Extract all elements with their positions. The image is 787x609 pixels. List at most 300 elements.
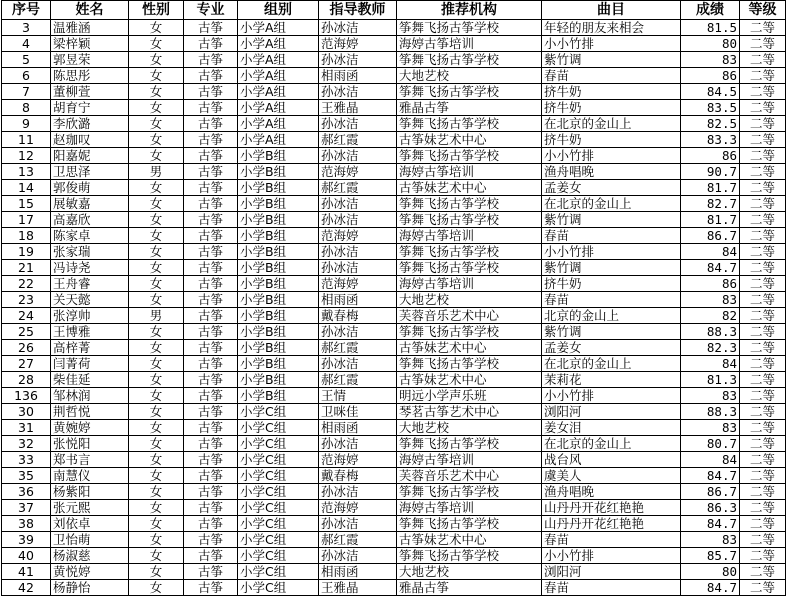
header-number: 序号 bbox=[2, 1, 51, 20]
cell-gender: 女 bbox=[129, 84, 184, 100]
cell-teacher: 孙冰洁 bbox=[319, 244, 397, 260]
cell-organization: 筝舞飞扬古筝学校 bbox=[397, 244, 542, 260]
table-row bbox=[2, 548, 786, 564]
cell-name: 张家瑞 bbox=[51, 244, 129, 260]
cell-song: 春苗 bbox=[542, 532, 681, 548]
cell-number: 15 bbox=[2, 196, 51, 212]
cell-teacher: 郝红霞 bbox=[319, 372, 397, 388]
cell-score: 80 bbox=[681, 36, 740, 52]
cell-number: 5 bbox=[2, 52, 51, 68]
cell-score: 84.7 bbox=[681, 516, 740, 532]
header-major: 专业 bbox=[184, 1, 238, 20]
cell-name: 董柳萱 bbox=[51, 84, 129, 100]
cell-group: 小学B组 bbox=[238, 164, 319, 180]
cell-group: 小学B组 bbox=[238, 228, 319, 244]
cell-name: 胡育宁 bbox=[51, 100, 129, 116]
cell-grade: 二等 bbox=[740, 532, 786, 548]
table-row bbox=[2, 20, 786, 36]
cell-organization: 筝舞飞扬古筝学校 bbox=[397, 148, 542, 164]
cell-organization: 古筝妹艺术中心 bbox=[397, 180, 542, 196]
cell-organization: 筝舞飞扬古筝学校 bbox=[397, 548, 542, 564]
cell-name: 南慧仪 bbox=[51, 468, 129, 484]
cell-major: 古筝 bbox=[184, 420, 238, 436]
cell-number: 3 bbox=[2, 20, 51, 36]
cell-song: 挤牛奶 bbox=[542, 100, 681, 116]
cell-teacher: 孙冰洁 bbox=[319, 260, 397, 276]
cell-song: 渔舟唱晚 bbox=[542, 484, 681, 500]
cell-score: 81.7 bbox=[681, 180, 740, 196]
cell-name: 李欣潞 bbox=[51, 116, 129, 132]
cell-organization: 古筝妹艺术中心 bbox=[397, 532, 542, 548]
cell-organization: 筝舞飞扬古筝学校 bbox=[397, 196, 542, 212]
cell-grade: 二等 bbox=[740, 308, 786, 324]
cell-teacher: 王雅晶 bbox=[319, 100, 397, 116]
cell-group: 小学C组 bbox=[238, 580, 319, 596]
table-row bbox=[2, 68, 786, 84]
header-gender: 性别 bbox=[129, 1, 184, 20]
cell-major: 古筝 bbox=[184, 84, 238, 100]
cell-major: 古筝 bbox=[184, 52, 238, 68]
cell-song: 在北京的金山上 bbox=[542, 436, 681, 452]
cell-organization: 筝舞飞扬古筝学校 bbox=[397, 436, 542, 452]
cell-number: 9 bbox=[2, 116, 51, 132]
cell-gender: 女 bbox=[129, 468, 184, 484]
cell-gender: 男 bbox=[129, 308, 184, 324]
cell-gender: 女 bbox=[129, 404, 184, 420]
cell-group: 小学B组 bbox=[238, 308, 319, 324]
cell-grade: 二等 bbox=[740, 388, 786, 404]
cell-gender: 女 bbox=[129, 212, 184, 228]
cell-name: 郭昱荣 bbox=[51, 52, 129, 68]
cell-group: 小学B组 bbox=[238, 340, 319, 356]
cell-grade: 二等 bbox=[740, 84, 786, 100]
cell-gender: 女 bbox=[129, 260, 184, 276]
cell-gender: 女 bbox=[129, 580, 184, 596]
cell-organization: 芙蓉音乐艺术中心 bbox=[397, 468, 542, 484]
table-row bbox=[2, 196, 786, 212]
cell-number: 31 bbox=[2, 420, 51, 436]
table-row bbox=[2, 116, 786, 132]
cell-name: 温雅涵 bbox=[51, 20, 129, 36]
cell-organization: 雅晶古筝 bbox=[397, 100, 542, 116]
cell-major: 古筝 bbox=[184, 564, 238, 580]
cell-name: 黄婉婷 bbox=[51, 420, 129, 436]
cell-gender: 女 bbox=[129, 516, 184, 532]
cell-organization: 筝舞飞扬古筝学校 bbox=[397, 212, 542, 228]
cell-name: 荆哲悦 bbox=[51, 404, 129, 420]
cell-score: 83 bbox=[681, 292, 740, 308]
cell-number: 12 bbox=[2, 148, 51, 164]
cell-organization: 筝舞飞扬古筝学校 bbox=[397, 516, 542, 532]
cell-major: 古筝 bbox=[184, 244, 238, 260]
cell-group: 小学C组 bbox=[238, 564, 319, 580]
cell-song: 在北京的金山上 bbox=[542, 356, 681, 372]
cell-group: 小学B组 bbox=[238, 244, 319, 260]
cell-grade: 二等 bbox=[740, 324, 786, 340]
cell-major: 古筝 bbox=[184, 388, 238, 404]
cell-name: 阳嘉妮 bbox=[51, 148, 129, 164]
cell-gender: 女 bbox=[129, 36, 184, 52]
cell-grade: 二等 bbox=[740, 228, 786, 244]
cell-organization: 海婷古筝培训 bbox=[397, 452, 542, 468]
cell-teacher: 孙冰洁 bbox=[319, 484, 397, 500]
cell-teacher: 孙冰洁 bbox=[319, 116, 397, 132]
cell-teacher: 范海婷 bbox=[319, 500, 397, 516]
cell-name: 杨静怡 bbox=[51, 580, 129, 596]
cell-song: 紫竹调 bbox=[542, 52, 681, 68]
cell-teacher: 范海婷 bbox=[319, 276, 397, 292]
cell-teacher: 相雨函 bbox=[319, 564, 397, 580]
cell-gender: 女 bbox=[129, 20, 184, 36]
cell-name: 柴佳延 bbox=[51, 372, 129, 388]
cell-score: 81.7 bbox=[681, 212, 740, 228]
cell-grade: 二等 bbox=[740, 52, 786, 68]
table-row bbox=[2, 148, 786, 164]
cell-organization: 大地艺校 bbox=[397, 292, 542, 308]
cell-name: 郑书言 bbox=[51, 452, 129, 468]
cell-song: 紫竹调 bbox=[542, 212, 681, 228]
cell-number: 8 bbox=[2, 100, 51, 116]
cell-number: 6 bbox=[2, 68, 51, 84]
cell-score: 83 bbox=[681, 532, 740, 548]
table-row bbox=[2, 388, 786, 404]
table-row bbox=[2, 356, 786, 372]
cell-gender: 女 bbox=[129, 132, 184, 148]
cell-song: 渔舟唱晚 bbox=[542, 164, 681, 180]
cell-teacher: 郝红霞 bbox=[319, 132, 397, 148]
table-row bbox=[2, 132, 786, 148]
cell-grade: 二等 bbox=[740, 244, 786, 260]
cell-number: 39 bbox=[2, 532, 51, 548]
cell-grade: 二等 bbox=[740, 564, 786, 580]
cell-teacher: 孙冰洁 bbox=[319, 516, 397, 532]
cell-gender: 男 bbox=[129, 164, 184, 180]
cell-grade: 二等 bbox=[740, 548, 786, 564]
table-row bbox=[2, 564, 786, 580]
cell-major: 古筝 bbox=[184, 148, 238, 164]
cell-grade: 二等 bbox=[740, 260, 786, 276]
cell-number: 22 bbox=[2, 276, 51, 292]
cell-grade: 二等 bbox=[740, 580, 786, 596]
cell-gender: 女 bbox=[129, 340, 184, 356]
table-row bbox=[2, 84, 786, 100]
cell-organization: 筝舞飞扬古筝学校 bbox=[397, 324, 542, 340]
cell-name: 关天懿 bbox=[51, 292, 129, 308]
cell-major: 古筝 bbox=[184, 180, 238, 196]
cell-major: 古筝 bbox=[184, 260, 238, 276]
cell-teacher: 范海婷 bbox=[319, 228, 397, 244]
cell-organization: 海婷古筝培训 bbox=[397, 276, 542, 292]
cell-score: 82.5 bbox=[681, 116, 740, 132]
cell-major: 古筝 bbox=[184, 452, 238, 468]
cell-song: 小小竹排 bbox=[542, 36, 681, 52]
cell-teacher: 郝红霞 bbox=[319, 180, 397, 196]
cell-gender: 女 bbox=[129, 228, 184, 244]
cell-major: 古筝 bbox=[184, 580, 238, 596]
cell-organization: 筝舞飞扬古筝学校 bbox=[397, 260, 542, 276]
cell-teacher: 戴春梅 bbox=[319, 308, 397, 324]
results-table bbox=[1, 0, 786, 596]
cell-group: 小学A组 bbox=[238, 20, 319, 36]
cell-major: 古筝 bbox=[184, 36, 238, 52]
cell-major: 古筝 bbox=[184, 532, 238, 548]
cell-name: 闫菁荷 bbox=[51, 356, 129, 372]
cell-organization: 琴茗古筝艺术中心 bbox=[397, 404, 542, 420]
cell-score: 83 bbox=[681, 388, 740, 404]
table-row bbox=[2, 100, 786, 116]
cell-song: 小小竹排 bbox=[542, 148, 681, 164]
cell-group: 小学C组 bbox=[238, 452, 319, 468]
cell-name: 张淳帅 bbox=[51, 308, 129, 324]
cell-number: 38 bbox=[2, 516, 51, 532]
cell-organization: 芙蓉音乐艺术中心 bbox=[397, 308, 542, 324]
cell-grade: 二等 bbox=[740, 340, 786, 356]
cell-major: 古筝 bbox=[184, 324, 238, 340]
cell-song: 挤牛奶 bbox=[542, 84, 681, 100]
cell-number: 21 bbox=[2, 260, 51, 276]
cell-major: 古筝 bbox=[184, 100, 238, 116]
cell-name: 高嘉欣 bbox=[51, 212, 129, 228]
cell-group: 小学B组 bbox=[238, 196, 319, 212]
cell-major: 古筝 bbox=[184, 308, 238, 324]
cell-organization: 古筝妹艺术中心 bbox=[397, 132, 542, 148]
cell-song: 山丹丹开花红艳艳 bbox=[542, 516, 681, 532]
cell-organization: 筝舞飞扬古筝学校 bbox=[397, 84, 542, 100]
cell-gender: 女 bbox=[129, 532, 184, 548]
cell-score: 86 bbox=[681, 276, 740, 292]
cell-group: 小学C组 bbox=[238, 500, 319, 516]
table-row bbox=[2, 404, 786, 420]
cell-teacher: 孙冰洁 bbox=[319, 356, 397, 372]
cell-group: 小学B组 bbox=[238, 148, 319, 164]
cell-gender: 女 bbox=[129, 244, 184, 260]
cell-number: 35 bbox=[2, 468, 51, 484]
cell-song: 小小竹排 bbox=[542, 548, 681, 564]
cell-song: 孟姜女 bbox=[542, 340, 681, 356]
cell-major: 古筝 bbox=[184, 20, 238, 36]
cell-grade: 二等 bbox=[740, 180, 786, 196]
table-row bbox=[2, 484, 786, 500]
header-song: 曲目 bbox=[542, 1, 681, 20]
cell-gender: 女 bbox=[129, 484, 184, 500]
table-row bbox=[2, 276, 786, 292]
cell-group: 小学C组 bbox=[238, 548, 319, 564]
cell-score: 85.7 bbox=[681, 548, 740, 564]
cell-song: 战台风 bbox=[542, 452, 681, 468]
cell-group: 小学B组 bbox=[238, 292, 319, 308]
cell-name: 高梓菁 bbox=[51, 340, 129, 356]
cell-score: 83.5 bbox=[681, 100, 740, 116]
cell-organization: 大地艺校 bbox=[397, 68, 542, 84]
cell-organization: 大地艺校 bbox=[397, 420, 542, 436]
cell-major: 古筝 bbox=[184, 68, 238, 84]
cell-grade: 二等 bbox=[740, 132, 786, 148]
cell-grade: 二等 bbox=[740, 164, 786, 180]
cell-teacher: 孙冰洁 bbox=[319, 436, 397, 452]
table-row bbox=[2, 468, 786, 484]
cell-gender: 女 bbox=[129, 324, 184, 340]
cell-name: 杨紫阳 bbox=[51, 484, 129, 500]
cell-number: 17 bbox=[2, 212, 51, 228]
cell-score: 90.7 bbox=[681, 164, 740, 180]
cell-organization: 古筝妹艺术中心 bbox=[397, 372, 542, 388]
cell-teacher: 相雨函 bbox=[319, 292, 397, 308]
cell-grade: 二等 bbox=[740, 148, 786, 164]
cell-major: 古筝 bbox=[184, 292, 238, 308]
cell-score: 86.3 bbox=[681, 500, 740, 516]
cell-name: 杨淑慈 bbox=[51, 548, 129, 564]
cell-group: 小学B组 bbox=[238, 324, 319, 340]
cell-grade: 二等 bbox=[740, 516, 786, 532]
cell-song: 挤牛奶 bbox=[542, 276, 681, 292]
table-row bbox=[2, 324, 786, 340]
cell-gender: 女 bbox=[129, 436, 184, 452]
cell-number: 42 bbox=[2, 580, 51, 596]
cell-score: 82.3 bbox=[681, 340, 740, 356]
header-grade: 等级 bbox=[740, 1, 786, 20]
cell-number: 24 bbox=[2, 308, 51, 324]
cell-song: 春苗 bbox=[542, 228, 681, 244]
cell-grade: 二等 bbox=[740, 100, 786, 116]
header-score: 成绩 bbox=[681, 1, 740, 20]
cell-song: 浏阳河 bbox=[542, 564, 681, 580]
table-row bbox=[2, 340, 786, 356]
cell-grade: 二等 bbox=[740, 468, 786, 484]
cell-number: 4 bbox=[2, 36, 51, 52]
cell-group: 小学A组 bbox=[238, 36, 319, 52]
cell-teacher: 孙冰洁 bbox=[319, 548, 397, 564]
cell-song: 浏阳河 bbox=[542, 404, 681, 420]
table-row bbox=[2, 532, 786, 548]
cell-gender: 女 bbox=[129, 276, 184, 292]
cell-group: 小学A组 bbox=[238, 132, 319, 148]
cell-grade: 二等 bbox=[740, 484, 786, 500]
cell-major: 古筝 bbox=[184, 548, 238, 564]
cell-group: 小学C组 bbox=[238, 532, 319, 548]
cell-name: 张悦阳 bbox=[51, 436, 129, 452]
table-row bbox=[2, 212, 786, 228]
cell-score: 84 bbox=[681, 356, 740, 372]
cell-song: 山丹丹开花红艳艳 bbox=[542, 500, 681, 516]
header-organization: 推荐机构 bbox=[397, 1, 542, 20]
cell-organization: 雅晶古筝 bbox=[397, 580, 542, 596]
cell-grade: 二等 bbox=[740, 372, 786, 388]
cell-group: 小学C组 bbox=[238, 484, 319, 500]
cell-organization: 大地艺校 bbox=[397, 564, 542, 580]
cell-major: 古筝 bbox=[184, 516, 238, 532]
cell-gender: 女 bbox=[129, 52, 184, 68]
cell-group: 小学A组 bbox=[238, 52, 319, 68]
cell-major: 古筝 bbox=[184, 468, 238, 484]
cell-gender: 女 bbox=[129, 420, 184, 436]
cell-number: 25 bbox=[2, 324, 51, 340]
cell-name: 郭俊萌 bbox=[51, 180, 129, 196]
cell-name: 赵珈叹 bbox=[51, 132, 129, 148]
cell-name: 邹林润 bbox=[51, 388, 129, 404]
table-row bbox=[2, 420, 786, 436]
cell-organization: 筝舞飞扬古筝学校 bbox=[397, 484, 542, 500]
cell-group: 小学B组 bbox=[238, 356, 319, 372]
cell-song: 年轻的朋友来相会 bbox=[542, 20, 681, 36]
cell-teacher: 相雨函 bbox=[319, 68, 397, 84]
cell-song: 春苗 bbox=[542, 292, 681, 308]
cell-major: 古筝 bbox=[184, 372, 238, 388]
cell-major: 古筝 bbox=[184, 164, 238, 180]
cell-group: 小学B组 bbox=[238, 388, 319, 404]
table-row bbox=[2, 452, 786, 468]
cell-group: 小学B组 bbox=[238, 276, 319, 292]
header-teacher: 指导教师 bbox=[319, 1, 397, 20]
cell-grade: 二等 bbox=[740, 116, 786, 132]
cell-teacher: 郝红霞 bbox=[319, 340, 397, 356]
cell-teacher: 孙冰洁 bbox=[319, 84, 397, 100]
cell-score: 81.3 bbox=[681, 372, 740, 388]
cell-grade: 二等 bbox=[740, 356, 786, 372]
cell-grade: 二等 bbox=[740, 404, 786, 420]
table-row bbox=[2, 260, 786, 276]
table-row bbox=[2, 308, 786, 324]
cell-gender: 女 bbox=[129, 500, 184, 516]
cell-grade: 二等 bbox=[740, 436, 786, 452]
cell-gender: 女 bbox=[129, 196, 184, 212]
cell-teacher: 孙冰洁 bbox=[319, 212, 397, 228]
cell-name: 展敏嘉 bbox=[51, 196, 129, 212]
cell-name: 张元熙 bbox=[51, 500, 129, 516]
header-group: 组别 bbox=[238, 1, 319, 20]
cell-number: 19 bbox=[2, 244, 51, 260]
cell-teacher: 戴春梅 bbox=[319, 468, 397, 484]
cell-name: 卫怡萌 bbox=[51, 532, 129, 548]
cell-organization: 筝舞飞扬古筝学校 bbox=[397, 52, 542, 68]
cell-major: 古筝 bbox=[184, 500, 238, 516]
cell-teacher: 孙冰洁 bbox=[319, 324, 397, 340]
cell-number: 26 bbox=[2, 340, 51, 356]
cell-teacher: 范海婷 bbox=[319, 36, 397, 52]
table-row bbox=[2, 580, 786, 596]
table-row bbox=[2, 228, 786, 244]
cell-major: 古筝 bbox=[184, 276, 238, 292]
cell-name: 冯诗尧 bbox=[51, 260, 129, 276]
cell-name: 王博雅 bbox=[51, 324, 129, 340]
table-row bbox=[2, 244, 786, 260]
cell-number: 136 bbox=[2, 388, 51, 404]
cell-gender: 女 bbox=[129, 100, 184, 116]
cell-grade: 二等 bbox=[740, 196, 786, 212]
cell-major: 古筝 bbox=[184, 116, 238, 132]
cell-group: 小学B组 bbox=[238, 260, 319, 276]
cell-song: 挤牛奶 bbox=[542, 132, 681, 148]
cell-score: 84.7 bbox=[681, 580, 740, 596]
cell-grade: 二等 bbox=[740, 212, 786, 228]
cell-major: 古筝 bbox=[184, 340, 238, 356]
table-row bbox=[2, 164, 786, 180]
cell-number: 30 bbox=[2, 404, 51, 420]
cell-score: 88.3 bbox=[681, 324, 740, 340]
cell-teacher: 郝红霞 bbox=[319, 532, 397, 548]
cell-number: 7 bbox=[2, 84, 51, 100]
cell-major: 古筝 bbox=[184, 436, 238, 452]
cell-organization: 海婷古筝培训 bbox=[397, 500, 542, 516]
cell-number: 14 bbox=[2, 180, 51, 196]
cell-number: 32 bbox=[2, 436, 51, 452]
cell-gender: 女 bbox=[129, 564, 184, 580]
cell-name: 刘依卓 bbox=[51, 516, 129, 532]
cell-score: 83 bbox=[681, 52, 740, 68]
cell-gender: 女 bbox=[129, 68, 184, 84]
cell-score: 86.7 bbox=[681, 228, 740, 244]
table-row bbox=[2, 436, 786, 452]
cell-organization: 筝舞飞扬古筝学校 bbox=[397, 20, 542, 36]
